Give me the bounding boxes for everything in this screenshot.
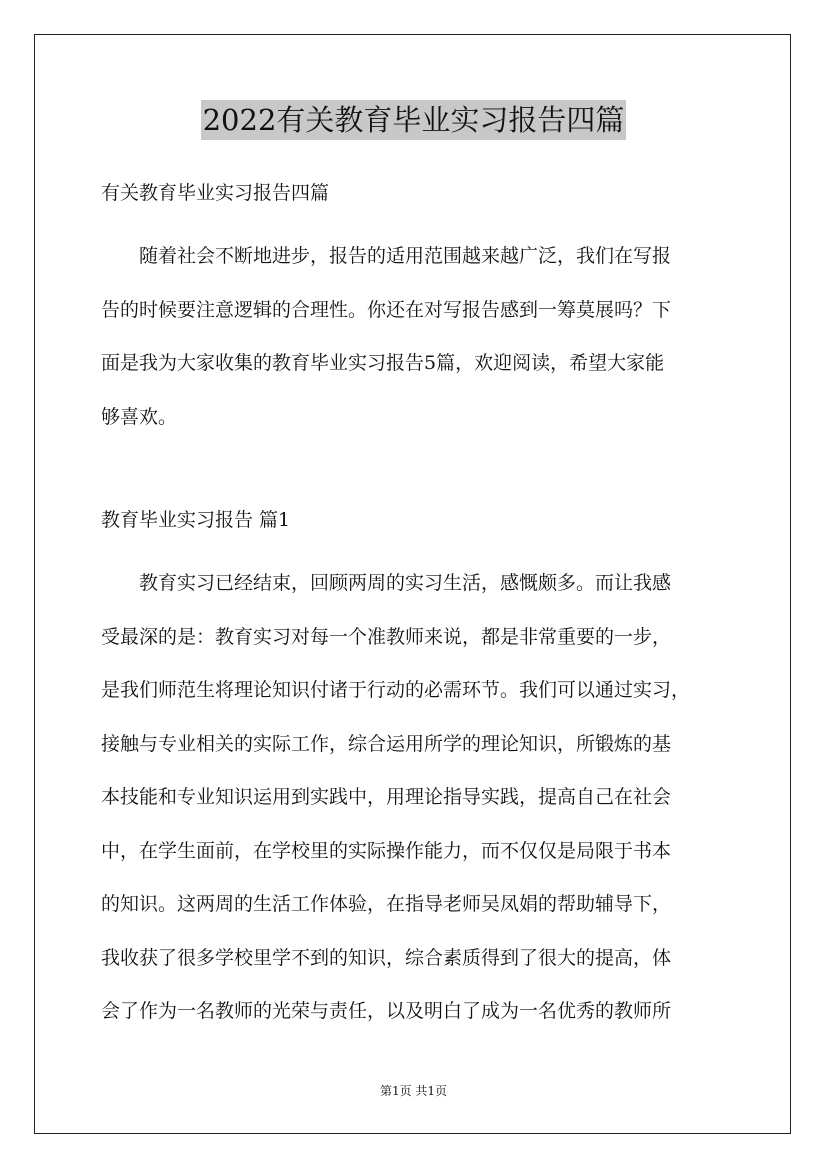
section-line: 接触与专业相关的实际工作，综合运用所学的理论知识，所锻炼的基	[101, 732, 672, 755]
section-line: 受最深的是：教育实习对每一个准教师来说，都是非常重要的一步，	[101, 625, 672, 648]
document-subtitle: 有关教育毕业实习报告四篇	[101, 182, 330, 204]
section-line: 教育实习已经结束，回顾两周的实习生活，感慨颇多。而让我感	[139, 572, 672, 594]
title-container	[0, 100, 827, 140]
intro-line: 告的时候要注意逻辑的合理性。你还在对写报告感到一筹莫展吗？下	[101, 298, 672, 321]
section-heading: 教育毕业实习报告 篇1	[101, 509, 291, 531]
intro-line: 随着社会不断地进步，报告的适用范围越来越广泛，我们在写报	[139, 245, 672, 267]
intro-line: 面是我为大家收集的教育毕业实习报告5篇，欢迎阅读，希望大家能	[101, 352, 665, 374]
section-line: 的知识。这两周的生活工作体验，在指导老师吴凤娟的帮助辅导下，	[101, 893, 672, 915]
section-line: 本技能和专业知识运用到实践中，用理论指导实践，提高自己在社会	[101, 786, 672, 808]
document-title: 2022有关教育毕业实习报告四篇	[201, 100, 627, 140]
section-paragraph	[101, 557, 731, 1039]
section-line: 会了作为一名教师的光荣与责任，以及明白了成为一名优秀的教师所	[101, 1000, 672, 1022]
section-line: 是我们师范生将理论知识付诸于行动的必需环节。我们可以通过实习，	[101, 679, 691, 701]
section-line: 我收获了很多学校里学不到的知识，综合素质得到了很大的提高，体	[101, 946, 672, 969]
page-footer: 第1页 共1页	[379, 1084, 448, 1098]
section-line: 中，在学生面前，在学校里的实际操作能力，而不仅仅是局限于书本	[101, 839, 672, 862]
intro-paragraph	[101, 230, 731, 444]
intro-line: 够喜欢。	[101, 405, 178, 428]
